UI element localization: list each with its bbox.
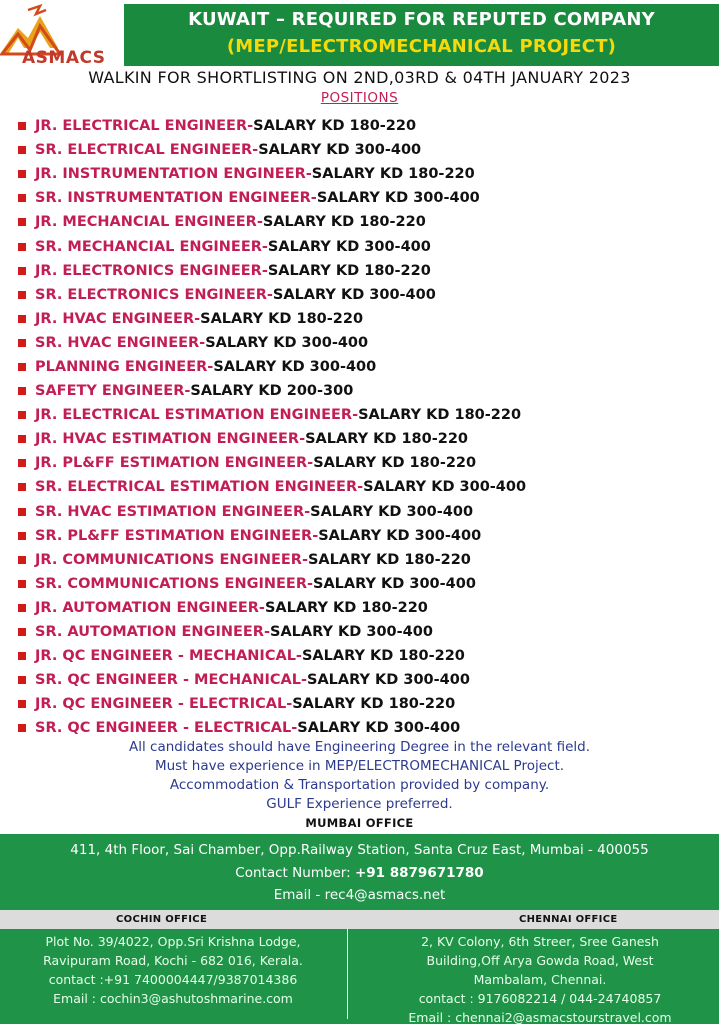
position-role: SR. QC ENGINEER - MECHANICAL- (35, 672, 307, 689)
bullet-square-icon (18, 700, 26, 708)
bullet-square-icon (18, 724, 26, 732)
position-salary: SALARY KD 180-220 (313, 455, 477, 472)
office-divider (347, 929, 348, 1019)
bullet-square-icon (18, 194, 26, 202)
position-item (18, 620, 526, 644)
bullet-square-icon (18, 604, 26, 612)
position-salary: SALARY KD 300-400 (313, 575, 476, 592)
position-role: JR. AUTOMATION ENGINEER- (35, 599, 265, 616)
position-role: SR. HVAC ESTIMATION ENGINEER- (35, 503, 311, 520)
position-role: JR. QC ENGINEER - MECHANICAL- (35, 648, 302, 665)
position-item (18, 644, 526, 668)
bullet-square-icon (18, 291, 26, 299)
position-role: SR. COMMUNICATIONS ENGINEER- (35, 575, 314, 592)
position-item (18, 692, 526, 716)
position-item (18, 138, 526, 162)
bullet-square-icon (18, 508, 26, 516)
position-role: JR. INSTRUMENTATION ENGINEER- (35, 166, 312, 183)
mumbai-office-label: MUMBAI OFFICE (305, 816, 414, 830)
position-salary: SALARY KD 180-220 (307, 551, 471, 568)
bullet-square-icon (18, 652, 26, 660)
position-role: JR. QC ENGINEER - ELECTRICAL- (35, 696, 293, 713)
position-salary: SALARY KD 300-400 (316, 190, 480, 207)
bullet-square-icon (18, 146, 26, 154)
position-role: JR. HVAC ESTIMATION ENGINEER- (35, 431, 306, 448)
note-line: Accommodation & Transportation provided by company. (169, 777, 550, 793)
bullet-square-icon (18, 556, 26, 564)
chennai-office-label: CHENNAI OFFICE (519, 914, 618, 925)
contact-prefix: Contact Number: (235, 865, 355, 881)
position-item (18, 451, 526, 475)
chennai-line: Building,Off Arya Gowda Road, West (426, 953, 654, 968)
position-role: JR. ELECTRONICS ENGINEER- (35, 262, 268, 279)
position-item (18, 186, 526, 210)
position-salary: SALARY KD 300-400 (267, 238, 431, 255)
position-role: SR. INSTRUMENTATION ENGINEER- (35, 190, 317, 207)
bullet-square-icon (18, 218, 26, 226)
position-item (18, 572, 526, 596)
position-item (18, 355, 526, 379)
positions-heading: POSITIONS (320, 90, 399, 106)
position-salary: SALARY KD 180-220 (358, 407, 522, 424)
position-item (18, 500, 526, 524)
position-salary: SALARY KD 180-220 (267, 262, 431, 279)
position-salary: SALARY KD 180-220 (292, 696, 456, 713)
position-item (18, 548, 526, 572)
bullet-square-icon (18, 122, 26, 130)
position-salary: SALARY KD 180-220 (253, 118, 417, 135)
position-item (18, 427, 526, 451)
position-role: SR. AUTOMATION ENGINEER- (35, 624, 270, 641)
position-role: JR. PL&FF ESTIMATION ENGINEER- (35, 455, 314, 472)
mumbai-address: 411, 4th Floor, Sai Chamber, Opp.Railway Station, Santa Cruz East, Mumbai - 400055 (70, 842, 649, 858)
position-item (18, 379, 526, 403)
bullet-square-icon (18, 483, 26, 491)
position-salary: SALARY KD 300-400 (270, 624, 433, 641)
position-salary: SALARY KD 180-220 (311, 166, 475, 183)
contact-number: +91 8879671780 (354, 865, 484, 881)
note-line: GULF Experience preferred. (266, 796, 453, 812)
chennai-line: 2, KV Colony, 6th Streer, Sree Ganesh (421, 934, 659, 949)
position-item (18, 259, 526, 283)
position-item (18, 331, 526, 355)
chennai-line: contact : 9176082214 / 044-24740857 (418, 991, 662, 1006)
position-salary: SALARY KD 200-300 (190, 383, 354, 400)
position-item (18, 307, 526, 331)
cochin-line: Email : cochin3@ashutoshmarine.com (53, 991, 293, 1006)
position-role: JR. HVAC ENGINEER- (35, 310, 201, 327)
position-item (18, 475, 526, 499)
bullet-square-icon (18, 339, 26, 347)
bullet-square-icon (18, 532, 26, 540)
position-salary: SALARY KD 180-220 (305, 431, 469, 448)
position-item (18, 283, 526, 307)
position-salary: SALARY KD 300-400 (213, 358, 377, 375)
position-salary: SALARY KD 300-400 (310, 503, 474, 520)
position-role: SR. PL&FF ESTIMATION ENGINEER- (35, 527, 319, 544)
cochin-office-details (18, 932, 328, 1008)
note-line: All candidates should have Engineering Degree in the relevant field. (129, 739, 590, 755)
position-salary: SALARY KD 180-220 (301, 648, 465, 665)
bullet-square-icon (18, 363, 26, 371)
bullet-square-icon (18, 315, 26, 323)
position-role: PLANNING ENGINEER- (35, 358, 214, 375)
walkin-dates: WALKIN FOR SHORTLISTING ON 2ND,03RD & 04TH JANUARY 2023 (88, 68, 631, 87)
mumbai-email: Email - rec4@asmacs.net (273, 887, 446, 903)
bullet-square-icon (18, 411, 26, 419)
position-salary: SALARY KD 180-220 (200, 310, 364, 327)
position-salary: SALARY KD 180-220 (262, 214, 426, 231)
bullet-square-icon (18, 243, 26, 251)
bullet-square-icon (18, 387, 26, 395)
position-salary: SALARY KD 300-400 (258, 142, 422, 159)
position-role: SR. MECHANCIAL ENGINEER- (35, 238, 268, 255)
position-role: SR. HVAC ENGINEER- (35, 334, 206, 351)
position-salary: SALARY KD 300-400 (297, 720, 461, 737)
position-item (18, 716, 526, 740)
position-role: JR. ELECTRICAL ESTIMATION ENGINEER- (35, 407, 359, 424)
cochin-line: Ravipuram Road, Kochi - 682 016, Kerala. (43, 953, 303, 968)
position-item (18, 162, 526, 186)
position-role: SR. ELECTRONICS ENGINEER- (35, 286, 273, 303)
position-role: SR. ELECTRICAL ESTIMATION ENGINEER- (35, 479, 364, 496)
bullet-square-icon (18, 676, 26, 684)
position-role: JR. MECHANCIAL ENGINEER- (35, 214, 263, 231)
chennai-line: Email : chennai2@asmacstourstravel.com (408, 1010, 672, 1024)
position-salary: SALARY KD 300-400 (205, 334, 369, 351)
asmacs-logo (0, 4, 128, 66)
position-salary: SALARY KD 300-400 (318, 527, 482, 544)
cochin-office-label: COCHIN OFFICE (116, 914, 208, 925)
positions-list (18, 114, 526, 740)
position-item (18, 234, 526, 258)
bullet-square-icon (18, 435, 26, 443)
position-item (18, 668, 526, 692)
position-item (18, 524, 526, 548)
bullet-square-icon (18, 580, 26, 588)
cochin-line: Plot No. 39/4022, Opp.Sri Krishna Lodge, (45, 934, 301, 949)
position-salary: SALARY KD 180-220 (264, 599, 428, 616)
position-item (18, 210, 526, 234)
position-salary: SALARY KD 300-400 (272, 286, 436, 303)
bullet-square-icon (18, 459, 26, 467)
position-salary: SALARY KD 300-400 (363, 479, 527, 496)
cochin-line: contact :+91 7400004447/9387014386 (48, 972, 298, 987)
flyer-title: KUWAIT – REQUIRED FOR REPUTED COMPANY (188, 9, 655, 30)
position-role: SR. QC ENGINEER - ELECTRICAL- (35, 720, 298, 737)
position-role: JR. ELECTRICAL ENGINEER- (35, 118, 254, 135)
position-salary: SALARY KD 300-400 (307, 672, 470, 689)
note-line: Must have experience in MEP/ELECTROMECHANICAL Project. (154, 758, 565, 774)
position-item (18, 403, 526, 427)
position-role: SAFETY ENGINEER- (35, 383, 191, 400)
logo-text: ASMACS (22, 48, 106, 68)
requirements-notes (0, 738, 719, 814)
mumbai-contact (0, 865, 719, 881)
flyer-subtitle: (MEP/ELECTROMECHANICAL PROJECT) (226, 36, 617, 57)
position-item (18, 114, 526, 138)
position-role: JR. COMMUNICATIONS ENGINEER- (35, 551, 308, 568)
bullet-square-icon (18, 628, 26, 636)
bullet-square-icon (18, 267, 26, 275)
chennai-line: Mambalam, Chennai. (473, 972, 607, 987)
chennai-office-details (380, 932, 700, 1024)
position-item (18, 596, 526, 620)
bullet-square-icon (18, 170, 26, 178)
position-role: SR. ELECTRICAL ENGINEER- (35, 142, 259, 159)
